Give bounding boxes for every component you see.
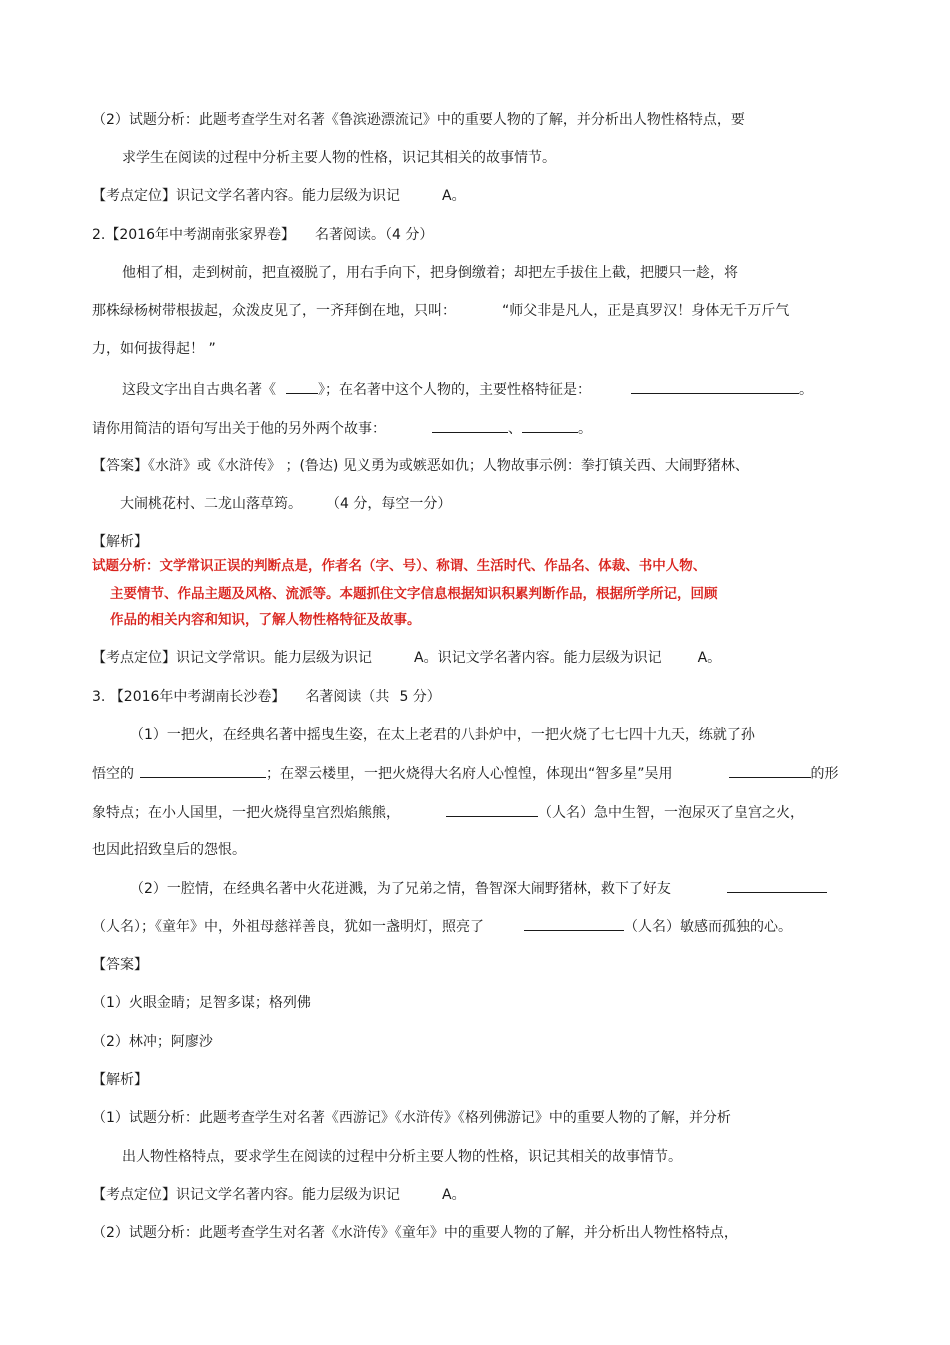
answer-blank bbox=[432, 418, 508, 433]
answer-blank bbox=[727, 878, 827, 893]
answer-line: （1）火眼金睛；足智多谋；格列佛 bbox=[92, 995, 311, 1011]
question-line: （1）一把火，在经典名著中摇曳生姿，在太上老君的八卦炉中，一把火烧了七七四十九天，练就了孙 bbox=[130, 727, 755, 743]
question-line: 请你用简洁的语句写出关于他的另外两个故事： 、 。 bbox=[92, 418, 592, 439]
question-line: 象特点；在小人国里，一把火烧得皇宫烈焰熊熊， （人名）急中生智，一泡尿灭了皇宫之火， bbox=[92, 802, 804, 823]
passage-line: 他相了相，走到树前，把直裰脱了，用右手向下，把身倒缴着；却把左手拔住上截，把腰只一趁，将 bbox=[122, 265, 738, 281]
question-line: 悟空的 ；在翠云楼里，一把火烧得大名府人心惶惶，体现出“智多星”吴用 的形 bbox=[92, 763, 839, 784]
question-2-header: 2.【2016年中考湖南张家界卷】 名著阅读。（4 分） bbox=[92, 227, 434, 243]
analysis-line: （1）试题分析：此题考查学生对名著《西游记》《水浒传》《格列佛游记》中的重要人物的了解，并分析 bbox=[92, 1110, 731, 1126]
analysis-line: （2）试题分析：此题考查学生对名著《鲁滨逊漂流记》中的重要人物的了解，并分析出人物性格特点，要 bbox=[92, 112, 745, 128]
answer-line: 【答案】《水浒》或《水浒传》 ；(鲁达) 见义勇为或嫉恶如仇；人物故事示例：拳打镇关西、大闹野猪林、 bbox=[92, 458, 749, 474]
answer-blank bbox=[631, 379, 799, 394]
analysis-red-line: 试题分析：文学常识正误的判断点是，作者名（字、号）、称谓、生活时代、作品名、体裁、书中人物、 bbox=[92, 558, 707, 574]
answer-blank bbox=[446, 802, 538, 817]
answer-line: （2）林冲；阿廖沙 bbox=[92, 1034, 213, 1050]
exam-point-line: 【考点定位】识记文学名著内容。能力层级为识记 A。 bbox=[92, 188, 466, 204]
passage-line: 那株绿杨树带根拔起，众泼皮见了，一齐拜倒在地，只叫： “师父非是凡人，正是真罗汉！身体无千万斤气 bbox=[92, 303, 790, 319]
answer-heading: 【答案】 bbox=[92, 957, 148, 973]
analysis-red-line: 作品的相关内容和知识，了解人物性格特征及故事。 bbox=[110, 612, 421, 628]
analysis-line: 求学生在阅读的过程中分析主要人物的性格，识记其相关的故事情节。 bbox=[122, 150, 556, 166]
answer-line: 大闹桃花村、二龙山落草筠。 （4 分，每空一分） bbox=[120, 496, 452, 512]
analysis-line: 出人物性格特点，要求学生在阅读的过程中分析主要人物的性格，识记其相关的故事情节。 bbox=[122, 1149, 682, 1165]
answer-blank bbox=[729, 763, 811, 778]
exam-point-line: 【考点定位】识记文学常识。能力层级为识记 A。识记文学名著内容。能力层级为识记 A。 bbox=[92, 650, 722, 666]
question-line: 也因此招致皇后的怨恨。 bbox=[92, 842, 246, 858]
answer-blank bbox=[286, 379, 318, 394]
question-3-header: 3. 【2016年中考湖南长沙卷】 名著阅读（共 5 分） bbox=[92, 689, 441, 705]
answer-blank bbox=[522, 418, 578, 433]
question-line: （人名）；《童年》中，外祖母慈祥善良，犹如一盏明灯，照亮了 （人名）敏感而孤独的心。 bbox=[92, 916, 792, 937]
exam-point-line: 【考点定位】识记文学名著内容。能力层级为识记 A。 bbox=[92, 1187, 466, 1203]
answer-blank bbox=[524, 916, 624, 931]
analysis-line: （2）试题分析：此题考查学生对名著《水浒传》《童年》中的重要人物的了解，并分析出人物性格特点， bbox=[92, 1225, 738, 1241]
analysis-heading: 【解析】 bbox=[92, 534, 148, 550]
analysis-red-line: 主要情节、作品主题及风格、流派等。本题抓住文字信息根据知识积累判断作品，根据所学所记，回顾 bbox=[110, 586, 718, 602]
answer-blank bbox=[140, 763, 266, 778]
passage-line: 力，如何拔得起！ ” bbox=[92, 341, 216, 357]
question-line: 这段文字出自古典名著《 》；在名著中这个人物的，主要性格特征是： 。 bbox=[122, 379, 813, 400]
question-line: （2）一腔情，在经典名著中火花迸溅，为了兄弟之情，鲁智深大闹野猪林，救下了好友 bbox=[130, 878, 827, 899]
analysis-heading: 【解析】 bbox=[92, 1072, 148, 1088]
